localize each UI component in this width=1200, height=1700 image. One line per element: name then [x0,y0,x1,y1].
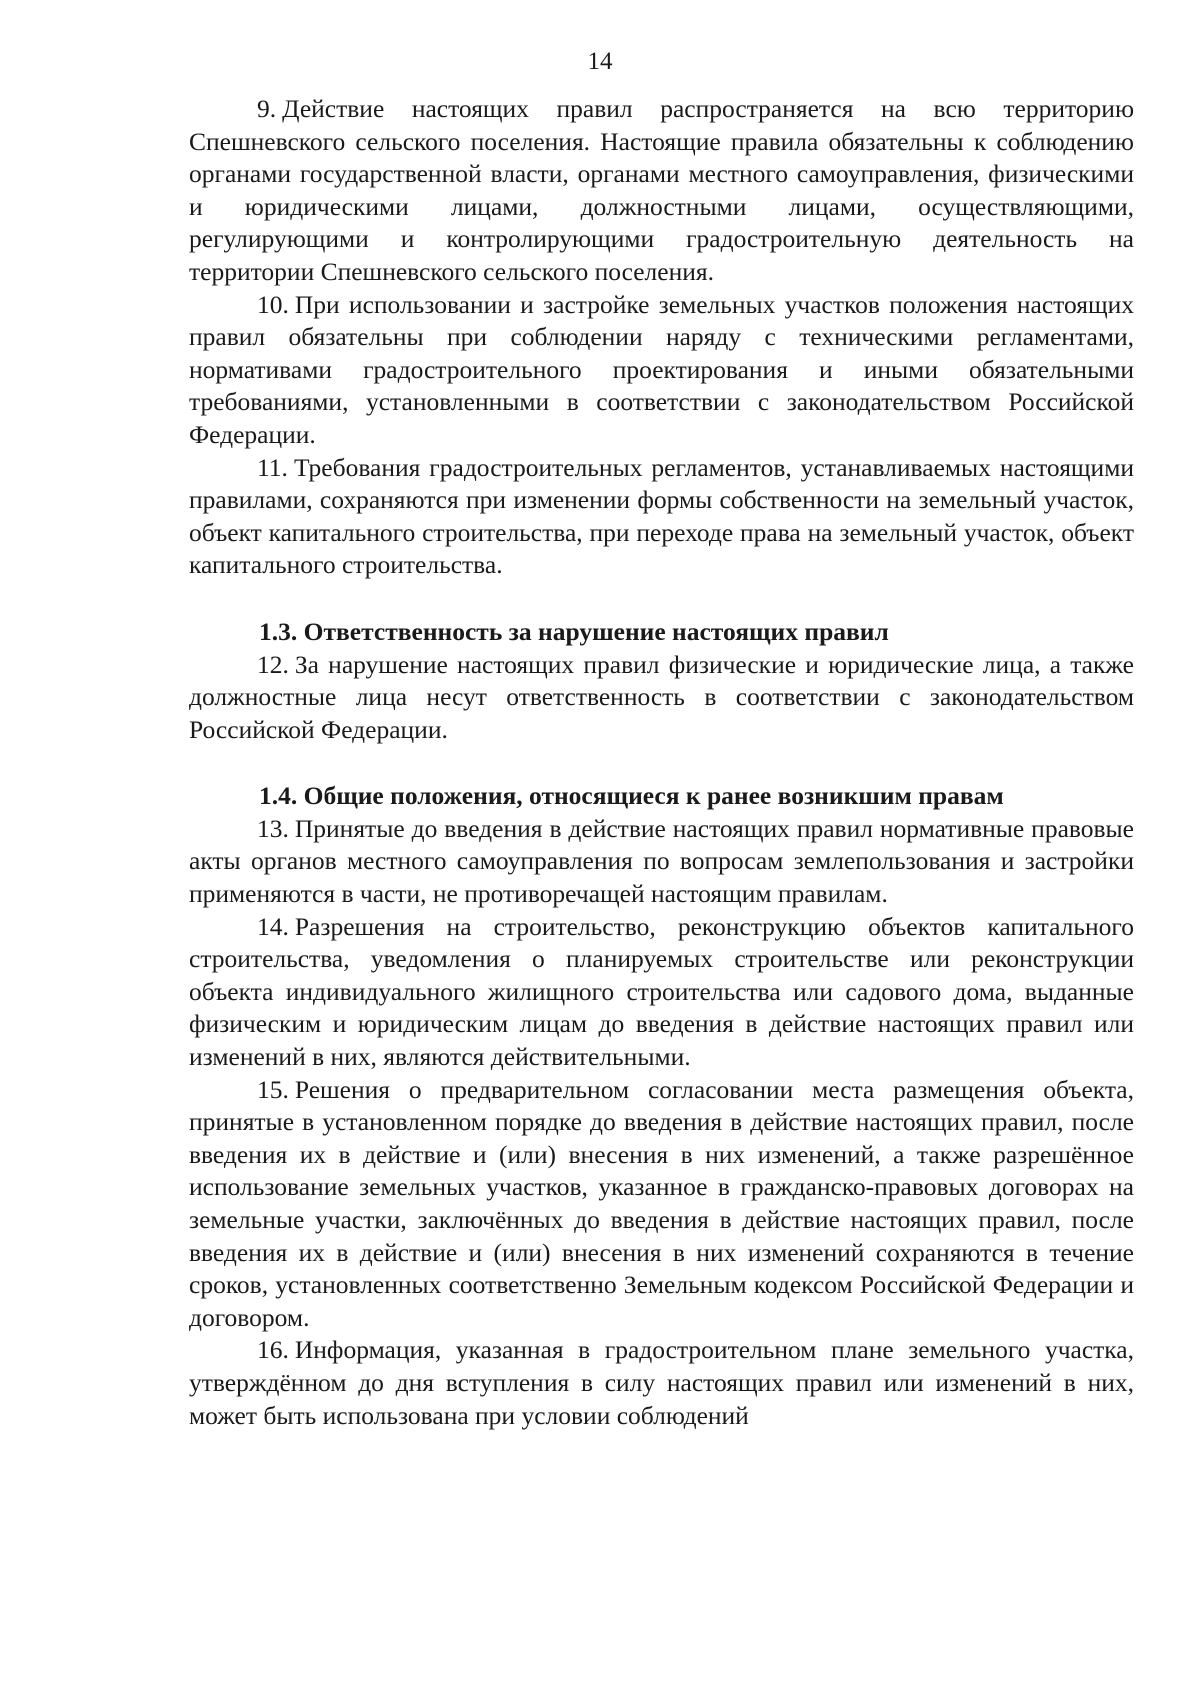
paragraph-13 [189,813,1134,911]
paragraph-text: Информация, указанная в градостроительном плане земельного участка, утверждённом до дня вступления в силу настоящих правил или изменений в них, может быть использована при условии соблюдений [189,1335,1134,1430]
paragraph-12 [189,649,1134,747]
paragraph-number: 9. [257,94,277,123]
paragraph-number: 11. [257,452,288,482]
paragraph-text: Решения о предварительном согласовании места размещения объекта, принятые в установленном порядке до введения в действие настоящих правил, после введения их в действие и (или) внесения в них изменений, а также разрешённое использование земельных участков, указанное в гражданско-правовых договорах на земельные участки, заключённых до введения в действие настоящих правил, после введения их в действие и (или) внесения в них изменений сохраняются в течение сроков, установленных соответственно Земельным кодексом Российской Федерации и договором. [189,1074,1134,1332]
paragraph-text: За нарушение настоящих правил физические и юридические лица, а также должностные лица несут ответственность в соответствии с законодательством Российской Федерации. [189,649,1134,744]
paragraph-number: 14. [257,911,289,941]
paragraph-10 [189,289,1134,452]
paragraph-15 [189,1074,1134,1335]
section-heading-1-3: 1.3. Ответственность за нарушение настоящих правил [259,616,889,646]
section-heading-1-4: 1.4. Общие положения, относящиеся к ранее возникшим правам [259,781,1004,811]
paragraph-number: 10. [257,289,289,319]
paragraph-text: Разрешения на строительство, реконструкцию объектов капитального строительства, уведомления о планируемых строительстве или реконструкции объекта индивидуального жилищного строительства или садового дома, выданные физическим и юридическим лицам до введения в действие настоящих правил или изменений в них, являются действительными. [189,911,1134,1072]
paragraph-16 [189,1334,1134,1432]
paragraph-9 [189,93,1134,289]
paragraph-number: 12. [257,649,289,679]
paragraph-14 [189,911,1134,1074]
paragraph-text: Действие настоящих правил распространяется на всю территорию Спешневского сельского поселения. Настоящие правила обязательны к соблюдению органами государственной власти, органами местного самоуправления, физическими и юридическими лицами, должностными лицами, осуществляющими, регулирующими и контролирующими градостроительную деятельность на территории Спешневского сельского поселения. [189,94,1134,286]
paragraph-text: Принятые до введения в действие настоящих правил нормативные правовые акты органов местного самоуправления по вопросам землепользования и застройки применяются в части, не противоречащей настоящим правилам. [189,813,1134,909]
page-number: 14 [587,48,613,75]
paragraph-text: При использовании и застройке земельных участков положения настоящих правил обязательны при соблюдении наряду с техническими регламентами, нормативами градостроительного проектирования и иными обязательными требованиями, установленными в соответствии с законодательством Российской Федерации. [189,289,1134,449]
paragraph-number: 13. [257,813,289,843]
paragraph-number: 15. [257,1074,289,1104]
paragraph-11 [189,452,1134,582]
paragraph-text: Требования градостроительных регламентов, устанавливаемых настоящими правилами, сохраняются при изменении формы собственности на земельный участок, объект капитального строительства, при переходе права на земельный участок, объект капитального строительства. [189,452,1134,580]
paragraph-number: 16. [257,1335,289,1365]
document-body [189,93,1134,1432]
